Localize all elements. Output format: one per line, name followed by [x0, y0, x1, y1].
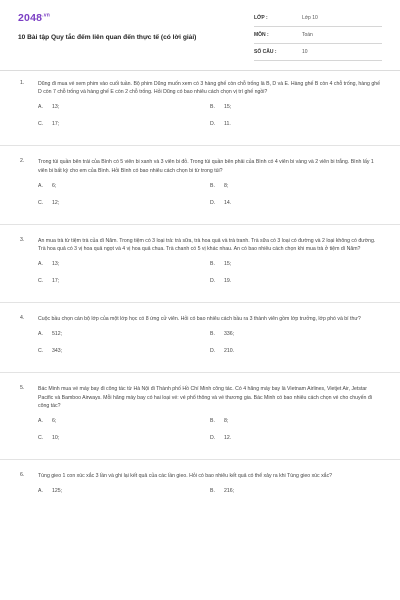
meta-table: [254, 10, 382, 61]
question-divider: [0, 145, 400, 146]
option-c[interactable]: C. 343;: [38, 348, 63, 355]
question-2: [18, 158, 382, 211]
option-d[interactable]: D. 12.: [210, 435, 232, 442]
question-number: 2.: [20, 158, 25, 165]
meta-key: SỐ CÂU :: [254, 49, 277, 55]
answer-options: [38, 261, 382, 290]
option-d[interactable]: D. 210.: [210, 348, 235, 355]
answer-options: [38, 331, 382, 360]
question-number: 3.: [20, 236, 25, 243]
question-1: [18, 80, 382, 133]
question-text: Bác Minh mua vé máy bay đi công tác từ Hà Nội đi Thành phố Hồ Chí Minh công tác. Có 4 hãng máy bay là Vietnam Airlines, Vietjet Air, Jetstar Pacific và Bamboo Airways. Mỗi hãng máy bay có hai loại vé: vé phổ thông và vé thương gia. Bác Minh có bao nhiêu cách chọn vé cho chuyến đi công tác?: [38, 386, 372, 409]
question-number: 4.: [20, 315, 25, 322]
option-c[interactable]: C. 17;: [38, 278, 60, 285]
option-b[interactable]: B. 15;: [210, 104, 232, 111]
answer-options: [38, 183, 382, 212]
option-b[interactable]: B. 336;: [210, 331, 235, 338]
question-3: [18, 237, 382, 290]
question-text: Trong túi quần bên trái của Bình có 5 viên bi xanh và 3 viên bi đỏ. Trong túi quần bên phải của Bình có 4 viên bi vàng và 2 viên bi trắng. Bình lấy 1 viên bi bất kỳ cho em của Bình. Hỏi Bình có bao nhiêu cách chọn bi từ trong túi?: [38, 159, 374, 174]
question-5: [18, 385, 382, 447]
document-header: [18, 10, 382, 62]
logo-text: 2048: [18, 12, 43, 24]
option-d[interactable]: D. 11.: [210, 121, 231, 128]
header-divider: [0, 70, 400, 71]
option-c[interactable]: C. 10;: [38, 435, 60, 442]
question-6: [18, 472, 382, 505]
option-a[interactable]: A. 125;: [38, 488, 63, 495]
question-list: [18, 80, 382, 517]
option-a[interactable]: A. 512;: [38, 331, 63, 338]
option-c[interactable]: C. 12;: [38, 199, 60, 206]
option-b[interactable]: B. 15;: [210, 261, 232, 268]
answer-options: [38, 488, 382, 505]
question-divider: [0, 224, 400, 225]
question-text: Cuộc bầu chọn cán bộ lớp của một lớp học có 8 ứng cử viên. Hỏi có bao nhiêu cách bầu ra 3 thành viên gồm lớp trưởng, lớp phó và bí thư?: [38, 316, 361, 323]
question-divider: [0, 302, 400, 303]
question-number: 1.: [20, 80, 25, 86]
option-c[interactable]: C. 17;: [38, 121, 60, 128]
meta-key: LỚP :: [254, 15, 268, 21]
meta-value: Toán: [302, 32, 313, 38]
meta-key: MÔN :: [254, 32, 269, 38]
question-text: Dũng đi mua vé xem phim vào cuối tuần. Bộ phim Dũng muốn xem có 3 hàng ghế còn chỗ trống là B, D và E. Hàng ghế B còn 4 chỗ trống, hàng ghế D còn 7 chỗ trống và hàng ghế E còn 2 chỗ trống. Hỏi Dũng có bao nhiêu cách chọn vị trí ghế ngồi?: [38, 81, 381, 96]
answer-options: [38, 418, 382, 447]
option-a[interactable]: A. 6;: [38, 182, 57, 189]
question-text: Tùng gieo 1 con xúc xắc 3 lần và ghi lại kết quả của các lần gieo. Hỏi có bao nhiêu kết quả có thể xảy ra khi Tùng gieo xúc xắc?: [38, 473, 333, 480]
logo-suffix: .vn: [42, 12, 50, 19]
option-b[interactable]: B. 8;: [210, 182, 229, 189]
question-4: [18, 315, 382, 360]
question-divider: [0, 459, 400, 460]
option-a[interactable]: A. 13;: [38, 104, 60, 111]
option-d[interactable]: D. 19.: [210, 278, 232, 285]
option-a[interactable]: A. 13;: [38, 261, 60, 268]
option-b[interactable]: B. 8;: [210, 418, 229, 425]
question-number: 5.: [20, 385, 25, 392]
option-a[interactable]: A. 6;: [38, 418, 57, 425]
site-logo[interactable]: [18, 12, 50, 24]
meta-value: 10: [302, 49, 308, 55]
meta-row-subject: [254, 27, 382, 44]
document-title: 10 Bài tập Quy tắc đếm liên quan đến thực tế (có lời giải): [18, 34, 197, 41]
answer-options: [38, 104, 382, 133]
option-d[interactable]: D. 14.: [210, 199, 232, 206]
meta-row-count: [254, 44, 382, 61]
meta-row-class: [254, 10, 382, 27]
question-number: 6.: [20, 472, 25, 479]
meta-value: Lớp 10: [302, 15, 318, 21]
option-b[interactable]: B. 216;: [210, 488, 235, 495]
question-divider: [0, 372, 400, 373]
question-text: An mua trà từ tiệm trà của dì Năm. Trong tiệm có 3 loại trà: trà sữa, trà hoa quả và trà tranh. Trà sữa có 3 loại có đường và 2 loại không có đường. Trà hoa quả có 3 vị hoa quả ngọt và 4 vị hoa quả chua. Trà chanh có 5 vị khác nhau. An có bao nhiêu cách chọn khi mua trà ở tiệm dì Năm?: [38, 237, 376, 253]
